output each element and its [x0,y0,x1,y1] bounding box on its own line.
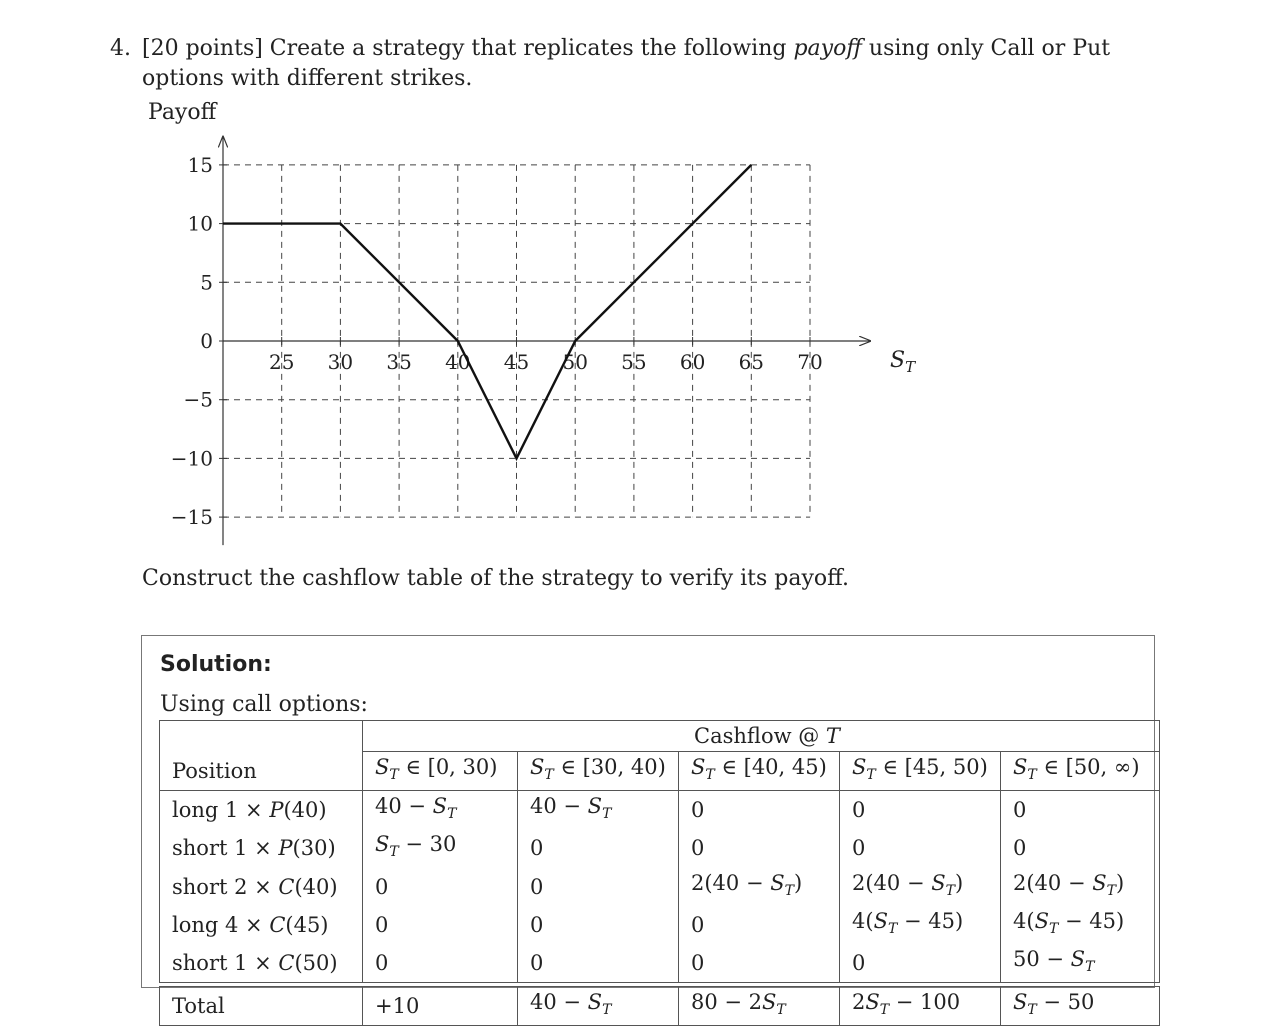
table-row [160,944,1160,983]
cashflow-cell: $S_T - 50$ [1001,987,1160,1026]
cashflow-cell: $S_T$ ∈ [30, 40) [518,752,679,791]
cashflow-cell: $S_T$ ∈ [40, 45) [679,752,840,791]
y-tick-label: 5 [200,270,213,295]
cashflow-cell: 0 [363,944,518,983]
chart-series [223,165,751,459]
x-tick-label: 55 [621,350,647,374]
cashflow-cell: 0 [679,906,840,944]
cashflow-cell: +10 [363,987,518,1026]
x-tick-label: 35 [386,350,412,374]
cashflow-cell: 0 [1001,791,1160,830]
cashflow-cell: 0 [518,829,679,867]
table-row [160,868,1160,906]
cashflow-cell: 0 [363,868,518,906]
x-tick-label: 50 [562,350,588,374]
cashflow-cell: $S_T$ ∈ [0, 30) [363,752,518,791]
table-row [160,906,1160,944]
cashflow-cell: $4(S_T - 45)$ [840,906,1001,944]
payoff-line [223,165,751,459]
x-tick-label: 65 [738,350,765,374]
y-tick-label: 15 [187,152,213,177]
table-group-header-row [160,721,1160,752]
cashflow-cell: 0 [518,906,679,944]
question-number: 4. [110,36,131,61]
chart-axes [223,137,870,545]
empty-header-cell [160,721,363,752]
position-cell: short 2 × C(40) [160,868,363,906]
y-tick-label: −15 [170,505,213,530]
position-cell: short 1 × P(30) [160,829,363,867]
cashflow-cell: $S_T - 30$ [363,829,518,867]
cashflow-cell: 0 [518,944,679,983]
cashflow-group-header: Cashflow @ T [363,721,1160,752]
cashflow-cell: $2S_T - 100$ [840,987,1001,1026]
x-tick-label: 40 [445,350,471,374]
x-tick-label: 45 [503,350,530,374]
cashflow-cell: $80 - 2S_T$ [679,987,840,1026]
table-header-row [160,752,1160,791]
cashflow-cell: 0 [679,791,840,830]
question-emphasis: payoff [793,36,862,61]
table-row [160,829,1160,867]
cashflow-cell: $40 - S_T$ [518,791,679,830]
position-cell: Position [160,752,363,791]
cashflow-cell: 0 [840,944,1001,983]
cashflow-cell: $S_T$ ∈ [45, 50) [840,752,1001,791]
instruction: Construct the cashflow table of the strategy to verify its payoff. [142,566,850,591]
y-tick-label: −10 [170,446,213,471]
cashflow-cell: 0 [1001,829,1160,867]
cashflow-cell: $50 - S_T$ [1001,944,1160,983]
table-row [160,791,1160,830]
x-tick-label: 30 [327,350,354,374]
y-tick-label: 10 [187,211,213,236]
cashflow-cell: $S_T$ ∈ [50, ∞) [1001,752,1160,791]
cashflow-cell: $4(S_T - 45)$ [1001,906,1160,944]
y-tick-label: 0 [200,329,213,353]
y-tick-label: −5 [183,387,213,412]
x-tick-label: 70 [797,350,823,374]
x-axis-label: $S_T$ [890,348,916,376]
table-total-row [160,987,1160,1026]
cashflow-cell: 0 [840,829,1001,867]
position-cell: Total [160,987,363,1026]
x-tick-label: 60 [679,350,706,374]
cashflow-cell: $40 - S_T$ [518,987,679,1026]
chart-ylabel: Payoff [148,100,217,125]
cashflow-cell: 0 [518,868,679,906]
cashflow-cell: $40 - S_T$ [363,791,518,830]
question-text-end: using only Call or Put options with different strikes. [142,36,1111,91]
cashflow-cell: 0 [840,791,1001,830]
cashflow-cell: 0 [363,906,518,944]
cashflow-cell: 0 [679,944,840,983]
question-text-start: [20 points] Create a strategy that replicates the following [142,36,794,61]
cashflow-cell: 0 [679,829,840,867]
position-cell: long 4 × C(45) [160,906,363,944]
position-cell: short 1 × C(50) [160,944,363,983]
cashflow-cell: $2(40 - S_T)$ [840,868,1001,906]
cashflow-cell: $2(40 - S_T)$ [1001,868,1160,906]
solution-subtitle: Using call options: [160,692,368,717]
x-tick-label: 25 [268,350,295,374]
cashflow-table [159,720,1160,1026]
position-cell: long 1 × P(40) [160,791,363,830]
solution-title: Solution: [160,652,272,677]
cashflow-cell: $2(40 - S_T)$ [679,868,840,906]
